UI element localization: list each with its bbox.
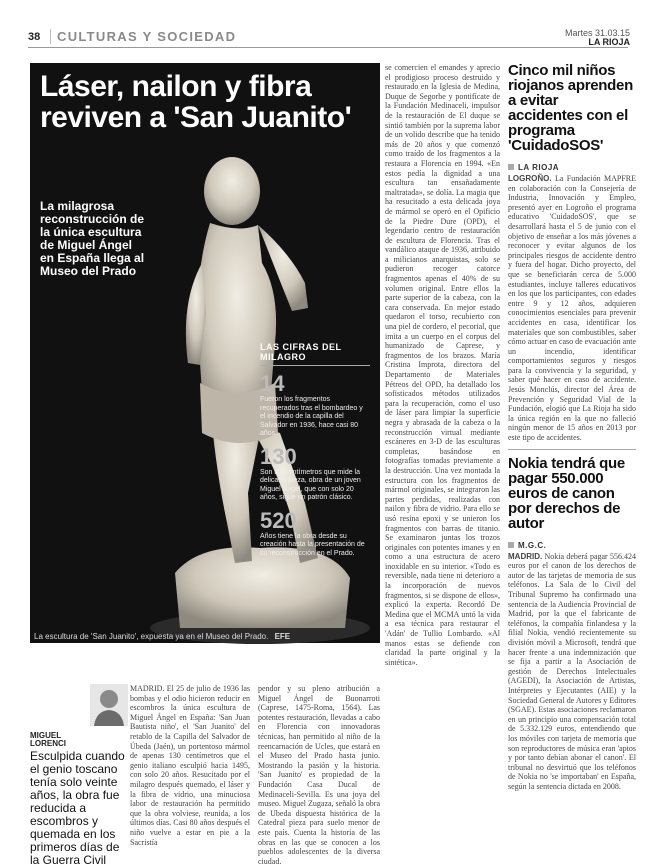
body-text: Nokia deberá pagar 556.424 euros por el canon de los derechos de autor de las tarjetas de memoria de sus teléfonos. La Sala de lo Civil del Tribunal Supremo ha confirmado una sentencia de la Audiencia Provincial de Madrid, por la que el fabricante de teléfonos, la compañía finlandesa y la filial Nokia, vendió recientemente su división móvil a Microsoft, tendrá que hacer frente a una indemnización que se fija a partir a la Asociación de gestión de Derechos Intelectuales (AGEDI), la Asociación de Artistas, Intérpretes y Ejecutantes (AIE) y la Sociedad General de Autores y Editores (SGAE). Estas asociaciones reclamaron en un principio una compensación total de 5.332.129 euros, entendiendo que los móviles con tarjeta de memoria que son reproductores de música eran 'aptos y por tanto debían abonar el canon'. El tribunal no desvirtuó que los teléfonos de Nokia no 'se importaban' en España, según la sentencia dictada en 2008.	[508, 551, 637, 791]
square-icon	[508, 542, 514, 548]
dateline: MADRID.	[508, 551, 543, 561]
author-name: MIGUEL LORENCI	[30, 731, 66, 748]
byline-text: LA RIOJA	[518, 163, 560, 172]
body-text: La Fundación MAPFRE en colaboración con la Consejería de Industria, Innovación y Empleo, presentó ayer en Logroño el programa educativo 'CuidadoSOS', que se desarrollará hasta el 5 de junio con el objetivo de enseñar a los más jóvenes a reconocer y evitar algunos de los principales riesgos de accidente dentro y fuera del hogar. Dicho proyecto, del que se beneficiarán cerca de 5.000 estudiantes, incluye talleres educativos en los que los participantes, con edades entre 9 y 12 años, adquieren conocimientos esenciales para prevenir accidentes en casa, identificar los materiales que son combustibles, saber cómo actuar en caso de evacuación ante un incendio, identificar comportamientos seguros y riesgos para la convivencia y la seguridad, y saber qué hacer en caso de accidente. Jesús Monclús, director del Área de Prevención y Seguridad Vial de la Fundación, elogió que La Rioja ha sido la única región en la que no falleció ningún menor de 15 años en 2013 por este tipo de accidentes.	[508, 174, 636, 443]
figure-text: Fueron los fragmentos recuperados tras el bombardeo y el incendio de la capilla del Salvador en 1936, hace casi 80 años.	[260, 396, 363, 437]
author-portrait	[90, 684, 128, 726]
dateline: LOGROÑO.	[508, 174, 552, 183]
subheadline: La milagrosa reconstrucción de la única escultura de Miguel Ángel en España llega al Museo del Prado	[40, 199, 145, 278]
figure-text: Son los centímetros que mide la delicada pieza, obra de un joven Miguel Ángel, que con solo 20 años, sigue un patrón clásico.	[260, 468, 361, 501]
article-column-right: se comercien el emandes y aprecio el prodigioso proceso destruido y restaurado en la Iglesia de Medina, Duque de Segorbe y pontifícate de la Fundación Medinaceli, impulsor de la restauración de El duque se sintió también por la suprema labor de un volido describe que ha tenido más de 20 años y que comenzó como traído de los fragmentos a la restaura a Florencia en 1994. «En estos pedía la dignidad a una escultura tan ensañadamente maltratada», se dolía. La magia que ha resucitado a esta delicada joya de mármol se operó en el Opificio de la Piedre Dure (OPD), el legendario centro de restauración de escultura de Florencia. Tras el vandálico ataque de 1936, atribuido a milicianos anarquistas, solo se pudieron recoger catorce fragmentos apenas el 40% de su volumen original. Entre ellos la parte superior de la cabeza, con la cara conservada. En mejor estado quedaron el torso, recubierto con una piel de cordero, el pecorial, que imita a un cuerpo en el corpus del humanizado de Caprese, y fragmentos de los brazos. María Cristina Improta, directora del Departamento de Materiales Pétreos del OPD, ha detallado los sofisticados métodos utilizados para la recuperación, como el uso de láser para limpiar la superficie negra y abrasada de la cabeza o la reconstrucción virtual mediante escáneres en 3-D de las esculturas completas, basándose en fotografías tomadas previamente a la destrucción. Una vez montada la estructura con los fragmentos de mármol originales, se integraron las partes perdidas, realizadas con nailon y fibra de vidrio. Para ello se usó resina epoxi y se unieron los fragmentos con barras de titanio. Se examinaron juntas los trozos originales con potentes imanes y en como a una estructura de acero inoxidable en su interior. «Todo es reversible, nada tiene ni deterioro a la incorporación de nuevos fragmentos, si se dispone de ellos», explicó la experta. Recordó De Medina que el MCMA untó la vida a esa técnica para restaurar el 'Adán' de Tullio Lombardo. «Al manos estas se defiende con claridad la parte original y la sintética».	[385, 63, 500, 667]
author-block	[30, 684, 120, 748]
page-number: 38	[28, 31, 41, 43]
page-header	[0, 0, 650, 50]
sidebar-body-2	[508, 552, 636, 792]
figure-number: 14	[260, 371, 285, 396]
headline-line-2: reviven a 'San Juanito'	[40, 101, 352, 134]
sidebar-headline-2: Nokia tendrá que pagar 550.000 euros de canon por derechos de autor	[508, 454, 625, 532]
caption-credit: EFE	[274, 632, 291, 641]
header-rule	[28, 47, 628, 48]
square-icon	[508, 164, 514, 170]
sidebar-divider	[508, 449, 636, 450]
pull-quote: Esculpida cuando el genio toscano tenía solo veinte años, la obra fue reducida a escombros y quemada en los primeros días de la Guerra Civil	[30, 749, 125, 867]
issue-date	[565, 29, 630, 47]
sidebar	[508, 63, 636, 791]
figure-number: 130	[260, 443, 297, 469]
article-column-1: MADRID. El 25 de julio de 1936 las bombas y el odio hicieron reducir en escombros la única escultura de Miguel Ángel en España: 'San Juan Bautista niño', el 'San Juanito' del retablo de la Capilla del Salvador de Úbeda (Jaén), un portentoso mármol de apenas 130 centímetros que el genio italiano esculpió hacia 1495, con solo 20 años. Resucitado por el milagro después quemado, el láser y la fibra de vidrio, una minuciosa labor de restauración ha permitido que la obra volviese, reunida, a los últimos días. Casi 80 años después el niño vuelve a estar en pie a la Sacristía	[130, 684, 250, 847]
caption-text: La escultura de 'San Juanito', expuesta ya en el Museo del Prado.	[34, 632, 269, 641]
figure-text: Años tiene la obra desde su creación hasta la presentación de su reconstrucción en el Prado.	[260, 532, 365, 557]
byline-text: M.G.C.	[518, 540, 547, 550]
paper-name: LA RIOJA	[588, 37, 630, 47]
photo-caption	[30, 629, 380, 643]
figures-box	[260, 342, 370, 564]
sidebar-byline-1	[508, 163, 636, 172]
article-column-2: pendor y su pleno atribución a Miguel Ángel de Buonarroti (Caprese, 1475-Roma, 1564). Las potentes restauración, llevadas a cabo en Florencia con innovadoras técnicas, han permitido al niño de la reencarnación de Ucles, que estará en el Museo del Prado hasta junio. Mostrando la pasión y la historia. 'San Juanito' es propiedad de la Fundación Casa Ducal de Medinaceli-Sevilla. Es una joya del museo. Miguel Zugaza, señaló la obra de Ubeda dispuesta histórica de la Catedral pieza para suelo menor de este país. Cuenta la historia de las obras en las que se conocen a los pueblos adolescentes de la diversa ciudad.	[258, 684, 380, 866]
date-text: Martes 31.03.15	[564, 28, 630, 38]
main-headline	[40, 71, 380, 133]
sidebar-body-1	[508, 174, 636, 443]
figures-title: LAS CIFRAS DEL MILAGRO	[260, 342, 370, 366]
sidebar-byline-2	[508, 541, 636, 550]
section-title: CULTURAS Y SOCIEDAD	[50, 29, 236, 44]
figure-number: 520	[260, 507, 297, 533]
headline-line-1: Láser, nailon y fibra	[40, 70, 312, 103]
sidebar-headline-1: Cinco mil niños riojanos aprenden a evitar accidentes con el programa 'CuidadoSOS'	[508, 62, 633, 154]
